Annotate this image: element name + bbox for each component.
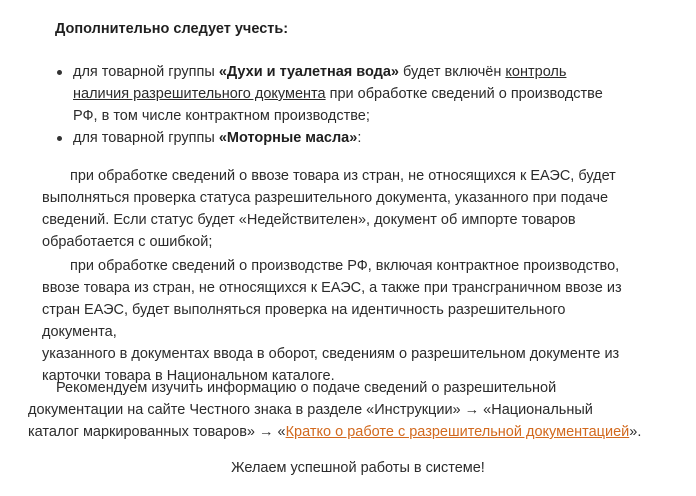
product-group-motor-oil: «Моторные масла» <box>218 130 358 146</box>
bullet-line-2: наличия разрешительного документа при обработке сведений о производстве <box>73 86 603 102</box>
recommendation-paragraph: Рекомендуем изучить информацию о подаче сведений о разрешительной документации на сайте Честного знака в разделе «Инструкции» → «Национальный каталог маркированных товаров» → «Кратко о работе с разрешительной документацией». <box>28 380 642 440</box>
section-heading: Дополнительно следует учесть: <box>55 21 289 37</box>
list-item: для товарной группы «Моторные масла»: <box>55 127 655 149</box>
closing-text: Желаем успешной работы в системе! <box>231 460 485 476</box>
import-check-paragraph: при обработке сведений о ввозе товара из стран, не относящихся к ЕАЭС, будет выполняться проверка статуса разрешительного документа, указанного при подаче сведений. Если статус будет «Недействителен», документ об импорте товаров обработается с ошибкой; <box>42 168 616 250</box>
bullet-list <box>55 61 655 149</box>
bullet-line-1: для товарной группы «Духи и туалетная вода» будет включён контроль <box>73 64 567 80</box>
bullet-dot-icon <box>57 136 62 141</box>
production-check-paragraph: при обработке сведений о производстве РФ, включая контрактное производство, ввозе товара из стран, не относящихся к ЕАЭС, а также при трансграничном ввозе из стран ЕАЭС, будет выполняться проверка на идентичность разрешительного документа, указанного в документах ввода в оборот, сведениям о разрешительном документе из карточки товара в Национальном каталоге. <box>42 258 622 384</box>
permit-control-link[interactable]: контроль <box>505 64 567 80</box>
permit-docs-guide-link[interactable]: Кратко о работе с разрешительной документацией <box>285 424 630 440</box>
bullet-line-3: РФ, в том числе контрактном производстве; <box>73 108 370 124</box>
list-item <box>55 61 655 127</box>
permit-control-link-cont[interactable]: наличия разрешительного документа <box>73 86 326 102</box>
bullet-dot-icon <box>57 70 62 75</box>
product-group-perfume: «Духи и туалетная вода» <box>218 64 400 80</box>
